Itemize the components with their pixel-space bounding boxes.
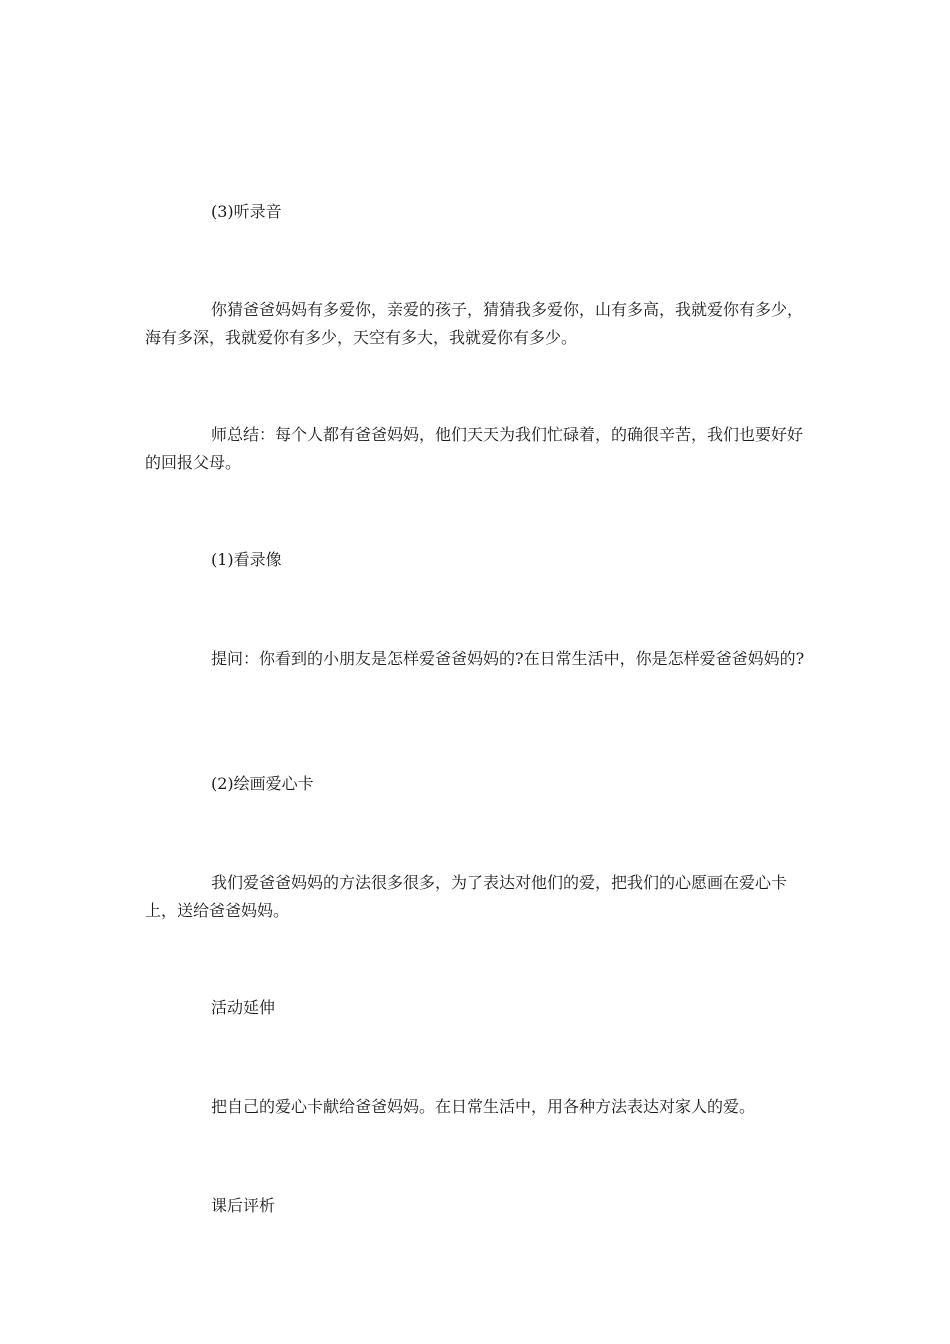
paragraph-recording-text: 你猜爸爸妈妈有多爱你，亲爱的孩子，猜猜我多爱你，山有多高，我就爱你有多少，海有多深，我就爱你有多少，天空有多大，我就爱你有多少。: [145, 300, 804, 347]
section-heading-reflection: 课后评析: [211, 1196, 276, 1215]
section-heading-listen-recording: (3)听录音: [211, 202, 282, 221]
paragraph-extension-text: 把自己的爱心卡献给爸爸妈妈。在日常生活中，用各种方法表达对家人的爱。: [211, 1097, 756, 1116]
paragraph-question: 提问：你看到的小朋友是怎样爱爸爸妈妈的?在日常生活中，你是怎样爱爸爸妈妈的?: [211, 649, 805, 668]
section-heading-draw-card: (2)绘画爱心卡: [211, 774, 314, 793]
section-heading-watch-video: (1)看录像: [211, 550, 282, 569]
paragraph-teacher-summary: 师总结：每个人都有爸爸妈妈，他们天天为我们忙碌着，的确很辛苦，我们也要好好的回报父母。: [145, 425, 804, 472]
paragraph-card-description: 我们爱爸爸妈妈的方法很多很多，为了表达对他们的爱，把我们的心愿画在爱心卡上，送给爸爸妈妈。: [145, 873, 788, 920]
section-heading-activity-extension: 活动延伸: [211, 998, 276, 1017]
